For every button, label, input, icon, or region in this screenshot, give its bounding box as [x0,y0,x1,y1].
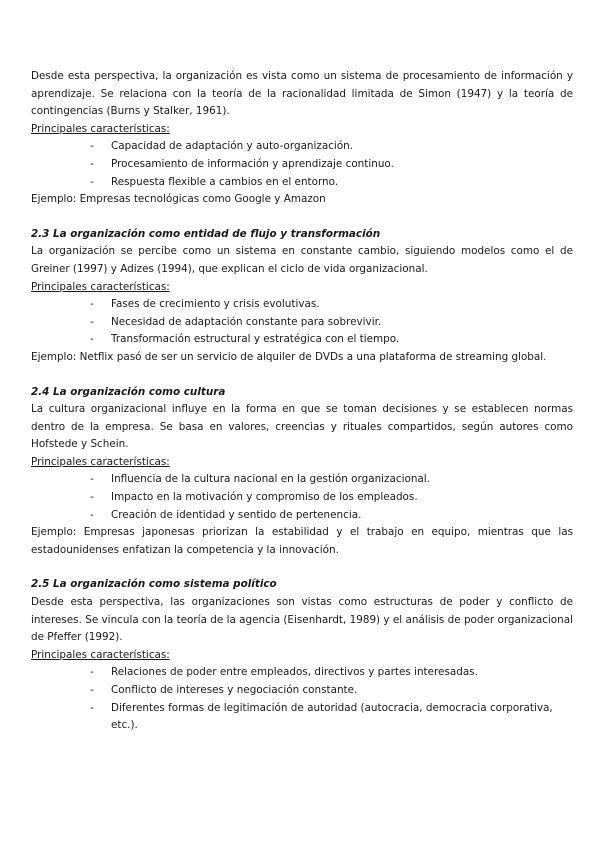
example-paragraph: Ejemplo: Empresas japonesas priorizan la estabilidad y el trabajo en equipo, mientras que las estadounidenses enfatizan la competencia y la innovación. [31,526,573,556]
list-item: - Conflicto de intereses y negociación constante. [31,682,573,700]
list-item: - Necesidad de adaptación constante para sobrevivir. [31,314,573,332]
bullet-dash: - [90,666,94,679]
characteristics-label: Principales características: [31,648,170,661]
bullet-dash: - [90,175,94,188]
section-intro-paragraph: Desde esta perspectiva, las organizaciones son vistas como estructuras de poder y conflicto de intereses. Se vincula con la teoría de la agencia (Eisenhardt, 1989) y el análisis de poder organizacional de Pfeffer (1992). [31,596,573,644]
characteristics-list [31,296,573,349]
characteristics-label: Principales características: [31,280,170,293]
bullet-dash: - [90,315,94,328]
list-item: - Diferentes formas de legitimación de autoridad (autocracia, democracia corporativa, etc.). [90,701,553,732]
bullet-dash: - [90,491,94,504]
section-intro-paragraph: La cultura organizacional influye en la forma en que se toman decisiones y se establecen normas dentro de la empresa. Se basa en valores, creencias y rituales compartidos, según autores como Hofstede y Schein. [31,403,573,451]
list-item: - Transformación estructural y estratégica con el tiempo. [31,331,573,349]
bullet-dash: - [90,298,94,311]
bullet-dash: - [90,684,94,696]
section-intro-paragraph: Desde esta perspectiva, la organización es vista como un sistema de procesamiento de información y aprendizaje. Se relaciona con la teoría de la racionalidad limitada de Simon (1947) y la teoría de contingencias (Burns y Stalker, 1961). [31,70,573,118]
bullet-dash: - [90,333,94,346]
example-paragraph: Ejemplo: Netflix pasó de ser un servicio de alquiler de DVDs a una plataforma de streaming global. [31,350,547,363]
bullet-dash: - [90,701,94,714]
example-paragraph: Ejemplo: Empresas tecnológicas como Google y Amazon [31,193,326,206]
list-item: - Respuesta flexible a cambios en el entorno. [31,174,573,192]
list-item: - Capacidad de adaptación y auto-organización. [31,138,573,156]
list-item: - Creación de identidad y sentido de pertenencia. [31,507,573,525]
bullet-dash: - [90,157,94,170]
list-item: - Procesamiento de información y aprendizaje continuo. [31,156,573,174]
section-heading: 2.4 La organización como cultura [31,385,226,398]
bullet-dash: - [90,473,94,486]
characteristics-list [31,664,573,734]
list-item: - Fases de crecimiento y crisis evolutivas. [31,296,573,314]
document-page [31,68,573,735]
section-heading: 2.5 La organización como sistema político [31,578,277,591]
list-item: - Relaciones de poder entre empleados, directivos y partes interesadas. [31,664,573,682]
section-heading: 2.3 La organización como entidad de flujo y transformación [31,227,381,240]
characteristics-list [31,138,573,191]
list-item: - Impacto en la motivación y compromiso de los empleados. [31,489,573,507]
bullet-dash: - [90,140,94,153]
list-item: - Influencia de la cultura nacional en la gestión organizacional. [31,471,573,489]
characteristics-label: Principales características: [31,455,170,468]
characteristics-label: Principales características: [31,122,170,135]
characteristics-list [31,471,573,524]
section-intro-paragraph: La organización se percibe como un sistema en constante cambio, siguiendo modelos como el de Greiner (1997) y Adizes (1994), que explican el ciclo de vida organizacional. [31,245,573,275]
bullet-dash: - [90,508,94,521]
